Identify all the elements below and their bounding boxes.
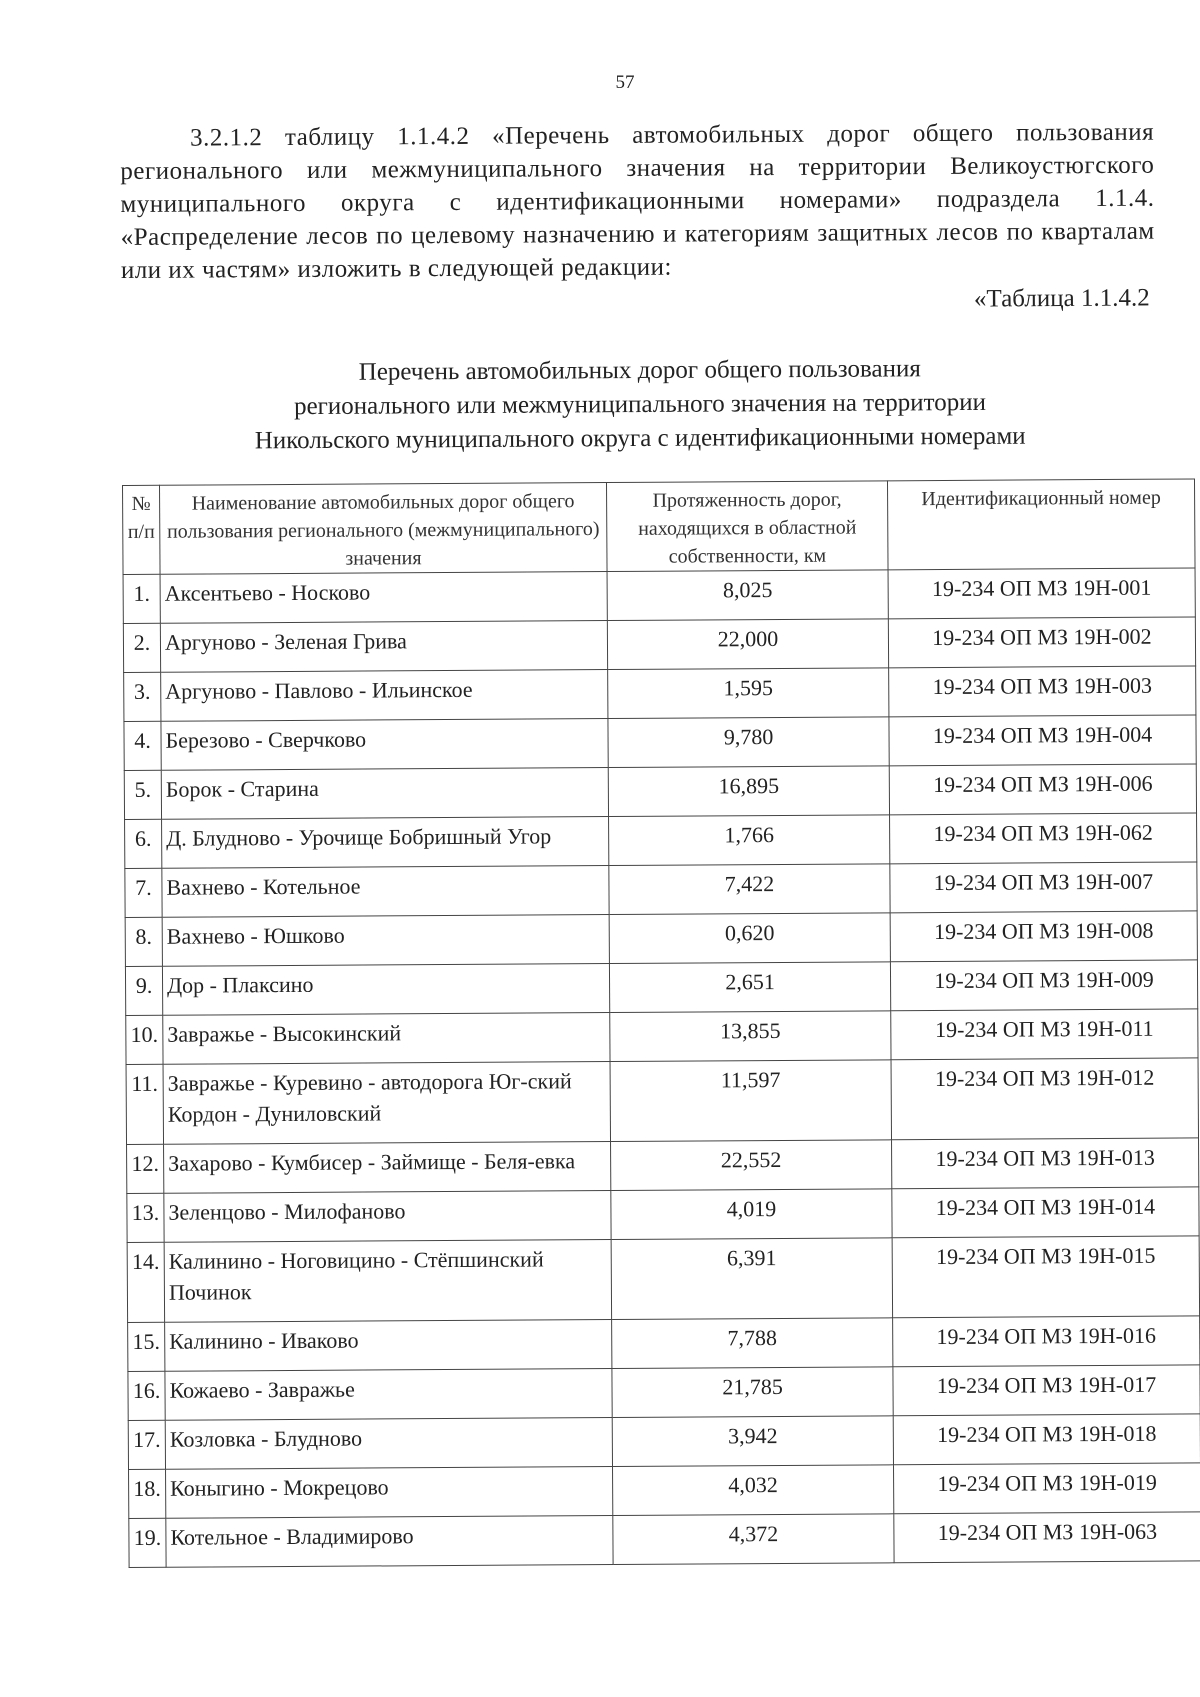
page-number: 57 xyxy=(615,72,635,93)
table-row xyxy=(124,666,1196,722)
row-number: 3. xyxy=(124,672,161,721)
road-name: Коныгино - Мокрецово xyxy=(166,1467,613,1519)
road-length: 22,000 xyxy=(607,619,888,670)
row-number: 14. xyxy=(127,1242,164,1322)
row-number: 5. xyxy=(124,770,161,819)
row-number: 1. xyxy=(123,574,160,623)
road-id: 19-234 ОП МЗ 19Н-062 xyxy=(890,813,1197,864)
road-id: 19-234 ОП МЗ 19Н-011 xyxy=(891,1009,1198,1060)
road-id: 19-234 ОП МЗ 19Н-016 xyxy=(893,1316,1200,1367)
road-length: 7,422 xyxy=(609,864,890,915)
row-number: 11. xyxy=(126,1064,163,1144)
road-name: Дор - Плаксино xyxy=(162,964,609,1016)
road-id: 19-234 ОП МЗ 19Н-006 xyxy=(889,764,1196,815)
road-name: Аксентьево - Носково xyxy=(160,572,607,624)
road-name: Вахнево - Котельное xyxy=(162,866,609,918)
road-length: 22,552 xyxy=(611,1140,892,1191)
row-number: 12. xyxy=(127,1144,164,1193)
row-number: 16. xyxy=(128,1371,165,1420)
road-length: 4,019 xyxy=(611,1189,892,1240)
table-row xyxy=(125,960,1197,1016)
road-length: 11,597 xyxy=(610,1060,891,1142)
row-number: 18. xyxy=(129,1469,166,1518)
road-length: 1,595 xyxy=(608,668,889,719)
road-name: Д. Блудново - Урочище Бобришный Угор xyxy=(162,817,609,869)
roads-table-wrapper xyxy=(122,478,1200,1568)
road-name: Зеленцово - Милофаново xyxy=(164,1191,611,1243)
table-row xyxy=(125,911,1197,967)
heading-line: регионального или межмуниципального значения на территории xyxy=(293,388,987,421)
road-name: Козловка - Блудново xyxy=(165,1418,612,1470)
table-row xyxy=(125,813,1197,869)
header-id: Идентификационный номер xyxy=(887,479,1195,570)
road-name: Котельное - Владимирово xyxy=(166,1516,613,1568)
row-number: 17. xyxy=(128,1420,165,1469)
roads-table xyxy=(122,478,1200,1568)
road-id: 19-234 ОП МЗ 19Н-017 xyxy=(893,1365,1200,1416)
road-name: Калинино - Иваково xyxy=(165,1320,612,1372)
road-id: 19-234 ОП МЗ 19Н-002 xyxy=(888,617,1195,668)
road-id: 19-234 ОП МЗ 19Н-009 xyxy=(890,960,1197,1011)
road-id: 19-234 ОП МЗ 19Н-014 xyxy=(892,1187,1199,1238)
road-length: 1,766 xyxy=(609,815,890,866)
table-caption: «Таблица 1.1.4.2 xyxy=(974,284,1151,313)
road-name: Захарово - Кумбисер - Займище - Беля-евка xyxy=(164,1142,611,1194)
table-row xyxy=(127,1138,1199,1194)
road-name: Аргуново - Зеленая Грива xyxy=(160,621,607,673)
table-row xyxy=(125,862,1197,918)
table-row xyxy=(126,1058,1198,1145)
table-row xyxy=(129,1512,1200,1568)
heading-line: Перечень автомобильных дорог общего пользования xyxy=(358,355,921,386)
road-length: 3,942 xyxy=(612,1416,893,1467)
row-number: 6. xyxy=(125,819,162,868)
road-id: 19-234 ОП МЗ 19Н-013 xyxy=(892,1138,1199,1189)
row-number: 19. xyxy=(129,1518,166,1567)
row-number: 2. xyxy=(123,623,160,672)
road-id: 19-234 ОП МЗ 19Н-008 xyxy=(890,911,1197,962)
road-length: 9,780 xyxy=(608,717,889,768)
row-number: 10. xyxy=(126,1015,163,1064)
road-length: 0,620 xyxy=(609,913,890,964)
road-id: 19-234 ОП МЗ 19Н-007 xyxy=(890,862,1197,913)
table-row xyxy=(129,1463,1200,1519)
road-length: 16,895 xyxy=(608,766,889,817)
road-id: 19-234 ОП МЗ 19Н-001 xyxy=(888,568,1195,619)
road-length: 6,391 xyxy=(611,1238,892,1320)
table-row xyxy=(123,617,1195,673)
row-number: 8. xyxy=(125,917,162,966)
road-name: Березово - Сверчково xyxy=(161,719,608,771)
table-row xyxy=(128,1414,1200,1470)
table-row xyxy=(126,1009,1198,1065)
road-id: 19-234 ОП МЗ 19Н-063 xyxy=(894,1512,1200,1563)
road-length: 7,788 xyxy=(612,1318,893,1369)
road-id: 19-234 ОП МЗ 19Н-015 xyxy=(892,1236,1199,1318)
table-header-row xyxy=(123,479,1196,575)
road-name: Кожаево - Завражье xyxy=(165,1369,612,1421)
road-length: 2,651 xyxy=(609,962,890,1013)
road-length: 13,855 xyxy=(610,1011,891,1062)
header-name: Наименование автомобильных дорог общего пользования регионального (межмуниципального) значения xyxy=(160,483,608,575)
road-name: Борок - Старина xyxy=(161,768,608,820)
road-name: Вахнево - Юшково xyxy=(162,915,609,967)
road-id: 19-234 ОП МЗ 19Н-004 xyxy=(889,715,1196,766)
row-number: 4. xyxy=(124,721,161,770)
road-length: 21,785 xyxy=(612,1367,893,1418)
road-name: Калинино - Ноговицино - Стёпшинский Починок xyxy=(164,1240,611,1323)
table-row xyxy=(128,1365,1200,1421)
row-number: 9. xyxy=(125,966,162,1015)
table-row xyxy=(124,764,1196,820)
road-id: 19-234 ОП МЗ 19Н-018 xyxy=(893,1414,1200,1465)
header-length: Протяженность дорог, находящихся в областной собственности, км xyxy=(606,481,888,572)
table-row xyxy=(127,1236,1199,1323)
heading-line: Никольского муниципального округа с идентификационными номерами xyxy=(254,422,1026,455)
road-length: 4,372 xyxy=(613,1514,894,1565)
table-row xyxy=(123,568,1195,624)
table-row xyxy=(124,715,1196,771)
row-number: 7. xyxy=(125,868,162,917)
road-id: 19-234 ОП МЗ 19Н-003 xyxy=(889,666,1196,717)
road-id: 19-234 ОП МЗ 19Н-012 xyxy=(891,1058,1198,1140)
road-name: Завражье - Куревино - автодорога Юг-ский Кордон - Дуниловский xyxy=(163,1062,610,1145)
row-number: 15. xyxy=(128,1322,165,1371)
row-number: 13. xyxy=(127,1193,164,1242)
header-number: № п/п xyxy=(123,485,161,574)
road-length: 4,032 xyxy=(613,1465,894,1516)
road-name: Аргуново - Павлово - Ильинское xyxy=(161,670,608,722)
road-name: Завражье - Высокинский xyxy=(163,1013,610,1065)
table-heading xyxy=(180,351,1101,459)
table-row xyxy=(128,1316,1200,1372)
table-row xyxy=(127,1187,1199,1243)
road-id: 19-234 ОП МЗ 19Н-019 xyxy=(893,1463,1200,1514)
intro-paragraph: 3.2.1.2 таблицу 1.1.4.2 «Перечень автомобильных дорог общего пользования регионального или межмуниципального значения на территории Великоустюгского муниципального округа с идентификационными номерами» подраздела 1.1.4. «Распределение лесов по целевому назначению и категориям защитных лесов по кварталам или их частям» изложить в следующей редакции: xyxy=(120,118,1155,284)
road-length: 8,025 xyxy=(607,570,888,621)
